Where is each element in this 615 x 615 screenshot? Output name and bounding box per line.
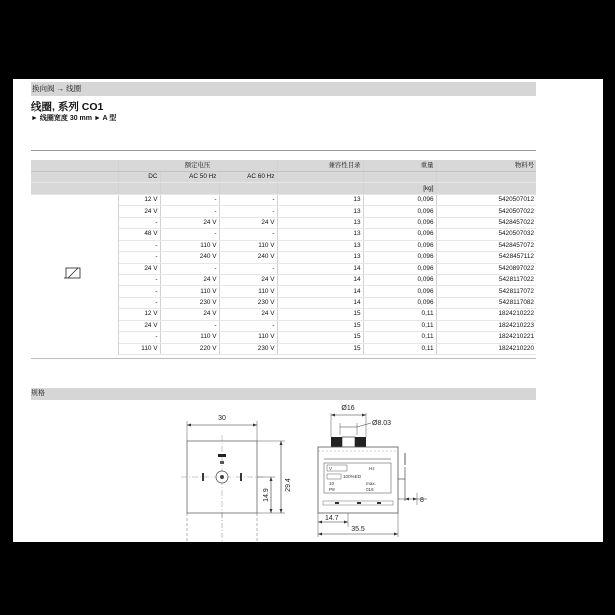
cell-compat: 15 (277, 332, 363, 343)
table-header-row (31, 160, 536, 172)
cell-part-no: 5428457022 (436, 217, 536, 228)
coil-table (31, 160, 536, 355)
cell-compat: 14 (277, 286, 363, 297)
cell-ac60: 230 V (219, 343, 277, 354)
cell-part-no: 5428457112 (436, 252, 536, 263)
cell-weight: 0,096 (363, 240, 436, 251)
plate-hz: Hz (369, 466, 375, 471)
cell-part-no: 5420507012 (436, 194, 536, 205)
header-weight: 重量 (363, 160, 436, 172)
plate-016: 016 (366, 487, 374, 492)
cell-weight: 0,096 (363, 274, 436, 285)
cell-weight: 0,096 (363, 229, 436, 240)
table-unit-row (31, 183, 536, 194)
plate-ed: 100%ED (343, 474, 362, 479)
cell-dc: - (118, 332, 160, 343)
cell-ac60: 24 V (219, 217, 277, 228)
plate-p8: P8 (329, 487, 335, 492)
cell-compat: 14 (277, 274, 363, 285)
cell-weight: 0,096 (363, 252, 436, 263)
header-part-no: 物料号 (436, 160, 536, 172)
cell-ac60: 24 V (219, 309, 277, 320)
dimension-drawing (13, 401, 603, 542)
terminal-slot (218, 454, 226, 457)
page-subtitle: ► 线圈宽度 30 mm ► A 型 (31, 115, 117, 122)
cell-dc: - (118, 240, 160, 251)
section-divider (31, 150, 536, 151)
cell-ac50: 230 V (160, 297, 219, 308)
cell-ac60: - (219, 229, 277, 240)
cell-weight: 0,096 (363, 206, 436, 217)
cell-compat: 14 (277, 263, 363, 274)
front-view (181, 415, 292, 542)
cell-ac60: - (219, 194, 277, 205)
cell-ac50: - (160, 194, 219, 205)
cell-dc: 24 V (118, 263, 160, 274)
cell-compat: 15 (277, 320, 363, 331)
cell-dc: 24 V (118, 206, 160, 217)
header-dc: DC (118, 172, 160, 183)
cell-part-no: 1824210222 (436, 309, 536, 320)
cell-weight: 0,096 (363, 297, 436, 308)
plate-ten: 10 (329, 481, 335, 486)
page-title: 线圈, 系列 CO1 (31, 101, 104, 113)
cell-compat: 15 (277, 309, 363, 320)
cell-part-no: 5420507032 (436, 229, 536, 240)
dim-side-dia-outer: Ø16 (341, 405, 355, 412)
cell-dc: - (118, 252, 160, 263)
coil-symbol-cell (31, 194, 118, 354)
cell-weight: 0,096 (363, 286, 436, 297)
cell-dc: 24 V (118, 320, 160, 331)
side-view (318, 405, 427, 537)
cell-ac50: - (160, 320, 219, 331)
cell-ac60: 24 V (219, 274, 277, 285)
cell-dc: - (118, 274, 160, 285)
dim-front-width: 30 (218, 415, 226, 422)
header-rated-voltage: 额定电压 (118, 160, 277, 172)
dim-front-height-total: 29.4 (285, 478, 292, 492)
header-ac50: AC 50 Hz (160, 172, 219, 183)
cell-ac60: 240 V (219, 252, 277, 263)
header-weight-unit: [kg] (363, 183, 436, 194)
cell-part-no: 5428117082 (436, 297, 536, 308)
cell-part-no: 5428117022 (436, 274, 536, 285)
cell-weight: 0,11 (363, 343, 436, 354)
cell-compat: 13 (277, 252, 363, 263)
cell-compat: 13 (277, 240, 363, 251)
cell-part-no: 1824210221 (436, 332, 536, 343)
cell-dc: - (118, 217, 160, 228)
cell-part-no: 1824210223 (436, 320, 536, 331)
plate-volt: V (329, 466, 333, 471)
cell-ac60: - (219, 206, 277, 217)
spec-section-header: 规格 (31, 388, 536, 400)
cell-weight: 0,11 (363, 309, 436, 320)
cell-ac60: 110 V (219, 240, 277, 251)
cell-weight: 0,11 (363, 320, 436, 331)
table-subheader-row (31, 172, 536, 183)
dim-side-offset: 14.7 (325, 515, 339, 522)
table-bottom-rule (31, 358, 536, 359)
cell-dc: - (118, 297, 160, 308)
cell-dc: - (118, 286, 160, 297)
cell-ac50: 24 V (160, 274, 219, 285)
cell-ac50: 110 V (160, 286, 219, 297)
dim-side-dia-inner: Ø8.03 (372, 420, 392, 427)
cell-weight: 0,096 (363, 263, 436, 274)
dim-front-height-lower: 14.9 (263, 488, 270, 502)
breadcrumb: 换向阀 → 线圈 (31, 82, 536, 96)
cell-ac50: - (160, 229, 219, 240)
cell-ac60: 110 V (219, 332, 277, 343)
cell-ac60: 110 V (219, 286, 277, 297)
cell-ac50: 24 V (160, 217, 219, 228)
coil-table-body (31, 160, 536, 355)
cell-ac50: 110 V (160, 240, 219, 251)
cell-ac50: 110 V (160, 332, 219, 343)
cell-compat: 13 (277, 229, 363, 240)
cell-weight: 0,096 (363, 217, 436, 228)
cell-dc: 12 V (118, 309, 160, 320)
cell-ac50: 240 V (160, 252, 219, 263)
cell-weight: 0,11 (363, 332, 436, 343)
cell-compat: 15 (277, 343, 363, 354)
cell-compat: 13 (277, 217, 363, 228)
cell-dc: 12 V (118, 194, 160, 205)
cell-ac60: - (219, 320, 277, 331)
cell-compat: 13 (277, 194, 363, 205)
cell-ac60: 230 V (219, 297, 277, 308)
cell-dc: 110 V (118, 343, 160, 354)
cell-part-no: 1824210220 (436, 343, 536, 354)
cell-ac50: - (160, 206, 219, 217)
document-page (13, 79, 603, 542)
dim-side-width: 35.5 (351, 526, 365, 533)
plate-max: max. (366, 481, 376, 486)
cell-part-no: 5428117072 (436, 286, 536, 297)
header-ac60: AC 60 Hz (219, 172, 277, 183)
dim-side-gap: 8 (420, 497, 424, 504)
cell-weight: 0,096 (363, 194, 436, 205)
coil-symbol-icon (64, 267, 84, 279)
cell-ac50: 220 V (160, 343, 219, 354)
header-compat: 兼容性目录 (277, 160, 363, 172)
cell-ac50: 24 V (160, 309, 219, 320)
cell-compat: 14 (277, 297, 363, 308)
cell-compat: 13 (277, 206, 363, 217)
cell-part-no: 5420897022 (436, 263, 536, 274)
cell-ac50: - (160, 263, 219, 274)
cell-part-no: 5428457072 (436, 240, 536, 251)
cell-ac60: - (219, 263, 277, 274)
cell-part-no: 5420507022 (436, 206, 536, 217)
table-row (31, 194, 536, 205)
cell-dc: 48 V (118, 229, 160, 240)
